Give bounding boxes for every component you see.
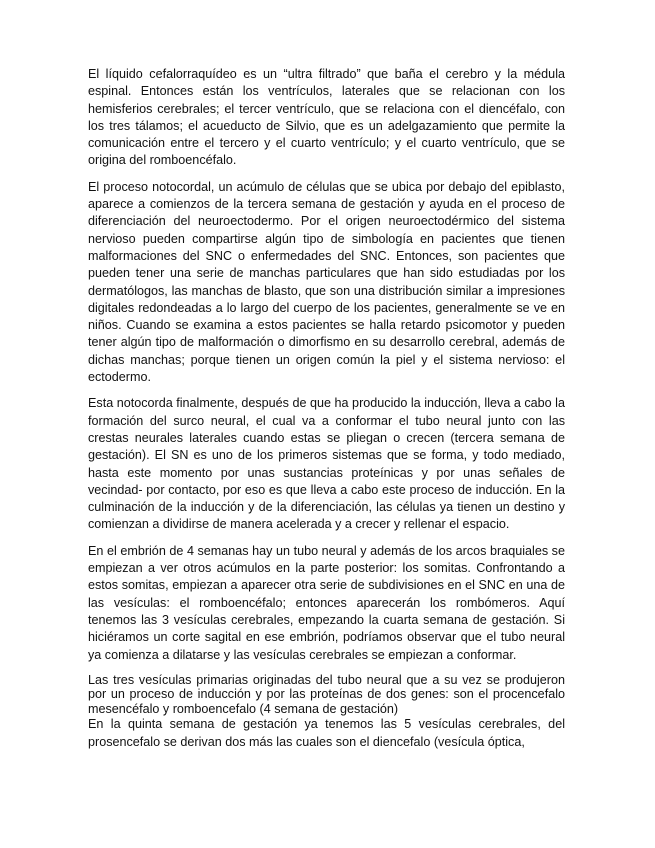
document-body xyxy=(88,66,565,760)
paragraph-four-week-embryo: En el embrión de 4 semanas hay un tubo neural y además de los arcos braquiales se empiezan a ver otros acúmulos en la parte posterior: los somitas. Confrontando a estos somitas, empiezan a aparecer otra serie de subdivisiones en el SNC en una de las vesículas: el romboencéfalo; entonces aparecerán los rombómeros. Aquí tenemos las 3 vesículas cerebrales, empezando la cuarta semana de gestación. Si hiciéramos un corte sagital en ese embrión, podríamos observar que el tubo neural ya comienza a dilatarse y las vesículas cerebrales se empiezan a conformar. xyxy=(88,543,565,662)
paragraph-notochordal-process: El proceso notocordal, un acúmulo de células que se ubica por debajo del epiblasto, aparece a comienzos de la tercera semana de gestación y ayuda en el proceso de diferenciación del neuroectodermo. Por el origen neuroectodérmico del sistema nervioso pueden compartirse algún tipo de simbología en pacientes que tienen malformaciones del SNC o enfermedades del SNC. Entonces, son pacientes que pueden tener una serie de manchas particulares que han sido estudiadas por los dermatólogos, las manchas de blasto, que son una distribución similar a impresiones digitales redondeadas a lo largo del cuerpo de los pacientes, generalmente se ve en niños. Cuando se examina a estos pacientes se halla retardo psicomotor y pueden tener algún tipo de malformación o dimorfismo en su desarrollo cerebral, además de dichas manchas; porque tienen un origen común la piel y el sistema nervioso: el ectodermo. xyxy=(88,179,565,385)
paragraph-primary-vesicles: Las tres vesículas primarias originadas del tubo neural que a su vez se produjeron por un proceso de inducción y por las proteínas de dos genes: son el procencefalo mesencéfalo y romboencefalo (4 semana de gestación) xyxy=(88,672,565,716)
paragraph-cerebrospinal-fluid: El líquido cefalorraquídeo es un “ultra filtrado” que baña el cerebro y la médula espinal. Entonces están los ventrículos, laterales que se relacionan con los hemisferios cerebrales; el tercer ventrículo, que se relaciona con el diencéfalo, con los tres tálamos; el acueducto de Silvio, que es un adelgazamiento que permite la comunicación entre el tercero y el cuarto ventrículo; y el cuarto ventrículo, que se origina del romboencéfalo. xyxy=(88,67,565,168)
paragraph-fifth-week: En la quinta semana de gestación ya tenemos las 5 vesículas cerebrales, del prosencefalo se derivan dos más las cuales son el diencefalo (vesícula óptica, xyxy=(88,717,565,749)
paragraph-notochord-induction: Esta notocorda finalmente, después de que ha producido la inducción, lleva a cabo la formación del surco neural, el cual va a conformar el tubo neural junto con las crestas neurales laterales cuando estas se pliegan o crecen (tercera semana de gestación). El SN es uno de los primeros sistemas que se forma, y todo mediado, hasta este momento por unas sustancias proteínicas y por unas señales de vecindad- por contacto, por eso es que lleva a cabo este proceso de inducción. En la culminación de la inducción y de la diferenciación, las células ya tienen un destino y comienzan a dividirse de manera acelerada y a crecer y rellenar el espacio. xyxy=(88,396,565,532)
